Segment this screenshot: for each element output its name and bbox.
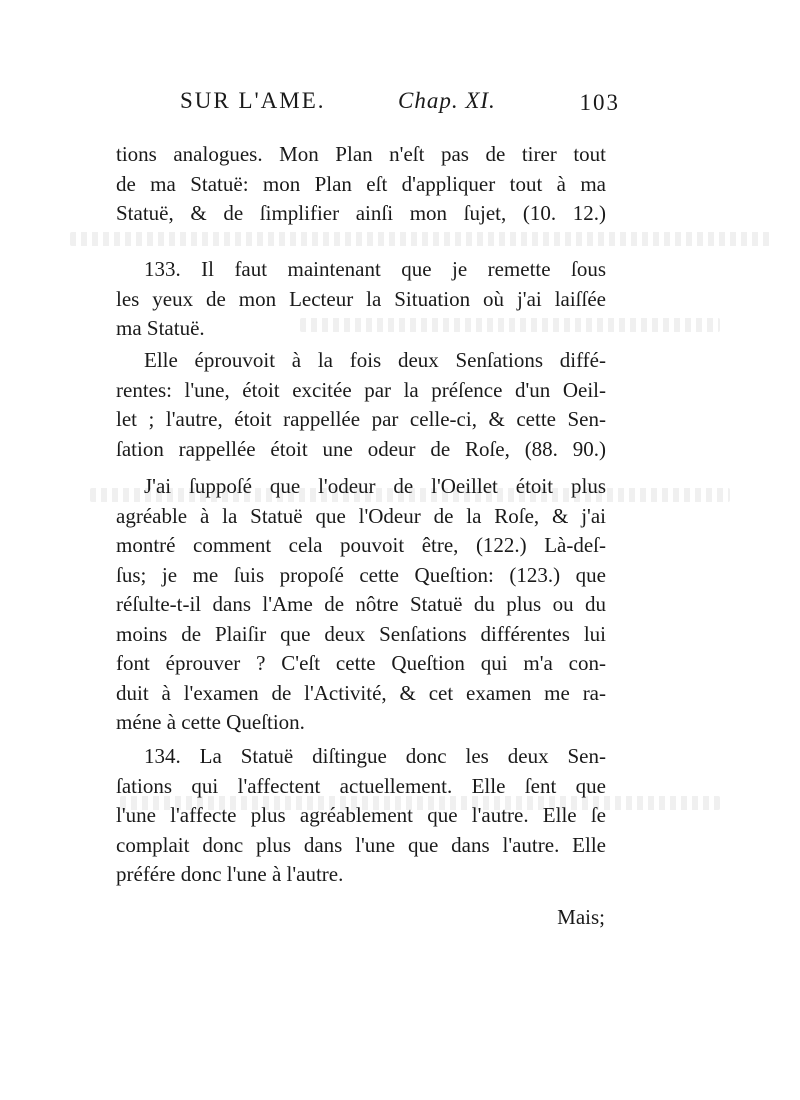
text-line: ſus; je me ſuis propoſé cette Queſtion: (123.) que: [116, 562, 606, 587]
text-line: let ; l'autre, étoit rappellée par celle-ci, & cette Sen-: [116, 407, 606, 431]
paragraph: [116, 346, 606, 464]
text-line: Elle éprouvoit à la fois deux Senſations diffé-: [144, 348, 606, 372]
page-number: 103: [579, 90, 620, 115]
text-line: ſations qui l'affectent actuellement. Elle ſent que: [116, 773, 606, 798]
text-line: préfére donc l'une à l'autre.: [116, 862, 344, 886]
text-line: de ma Statuë: mon Plan eſt d'appliquer tout à ma: [116, 171, 606, 196]
text-line: tions analogues. Mon Plan n'eſt pas de tirer tout: [116, 142, 606, 166]
running-head-chapter: Chap. XI.: [398, 88, 496, 113]
text-line: duit à l'examen de l'Activité, & cet examen me ra-: [116, 680, 606, 705]
paragraph: [116, 140, 606, 229]
text-line: rentes: l'une, étoit excitée par la préſence d'un Oeil-: [116, 377, 606, 402]
paragraph: [116, 472, 606, 738]
running-head-title: SUR L'AME.: [180, 88, 326, 113]
text-line: complait donc plus dans l'une que dans l'autre. Elle: [116, 832, 606, 857]
text-line: moins de Plaiſir que deux Senſations différentes lui: [116, 621, 606, 646]
text-line: ſation rappellée étoit une odeur de Roſe, (88. 90.): [116, 436, 606, 461]
text-line: agréable à la Statuë que l'Odeur de la Roſe, & j'ai: [116, 503, 606, 528]
show-through-line: [70, 232, 770, 246]
text-line: 133. Il faut maintenant que je remette ſous: [144, 257, 606, 281]
text-line: montré comment cela pouvoit être, (122.) Là-deſ-: [116, 533, 606, 557]
text-line: les yeux de mon Lecteur la Situation où j'ai laiſſée: [116, 286, 606, 311]
text-line: ma Statuë.: [116, 316, 205, 340]
paragraph-133: [116, 255, 606, 344]
text-line: 134. La Statuë diſtingue donc les deux Sen-: [144, 744, 606, 768]
text-line: font éprouver ? C'eſt cette Queſtion qui m'a con-: [116, 651, 606, 675]
text-line: Statuë, & de ſimplifier ainſi mon ſujet, (10. 12.): [116, 201, 606, 225]
paragraph-134: [116, 742, 606, 890]
text-line: réſulte-t-il dans l'Ame de nôtre Statuë du plus ou du: [116, 592, 606, 616]
text-line: méne à cette Queſtion.: [116, 710, 305, 734]
text-line: l'une l'affecte plus agréablement que l'autre. Elle ſe: [116, 803, 606, 827]
text-line: J'ai ſuppoſé que l'odeur de l'Oeillet étoit plus: [144, 474, 606, 498]
catchword: Mais;: [557, 905, 605, 929]
running-head: [180, 88, 620, 122]
